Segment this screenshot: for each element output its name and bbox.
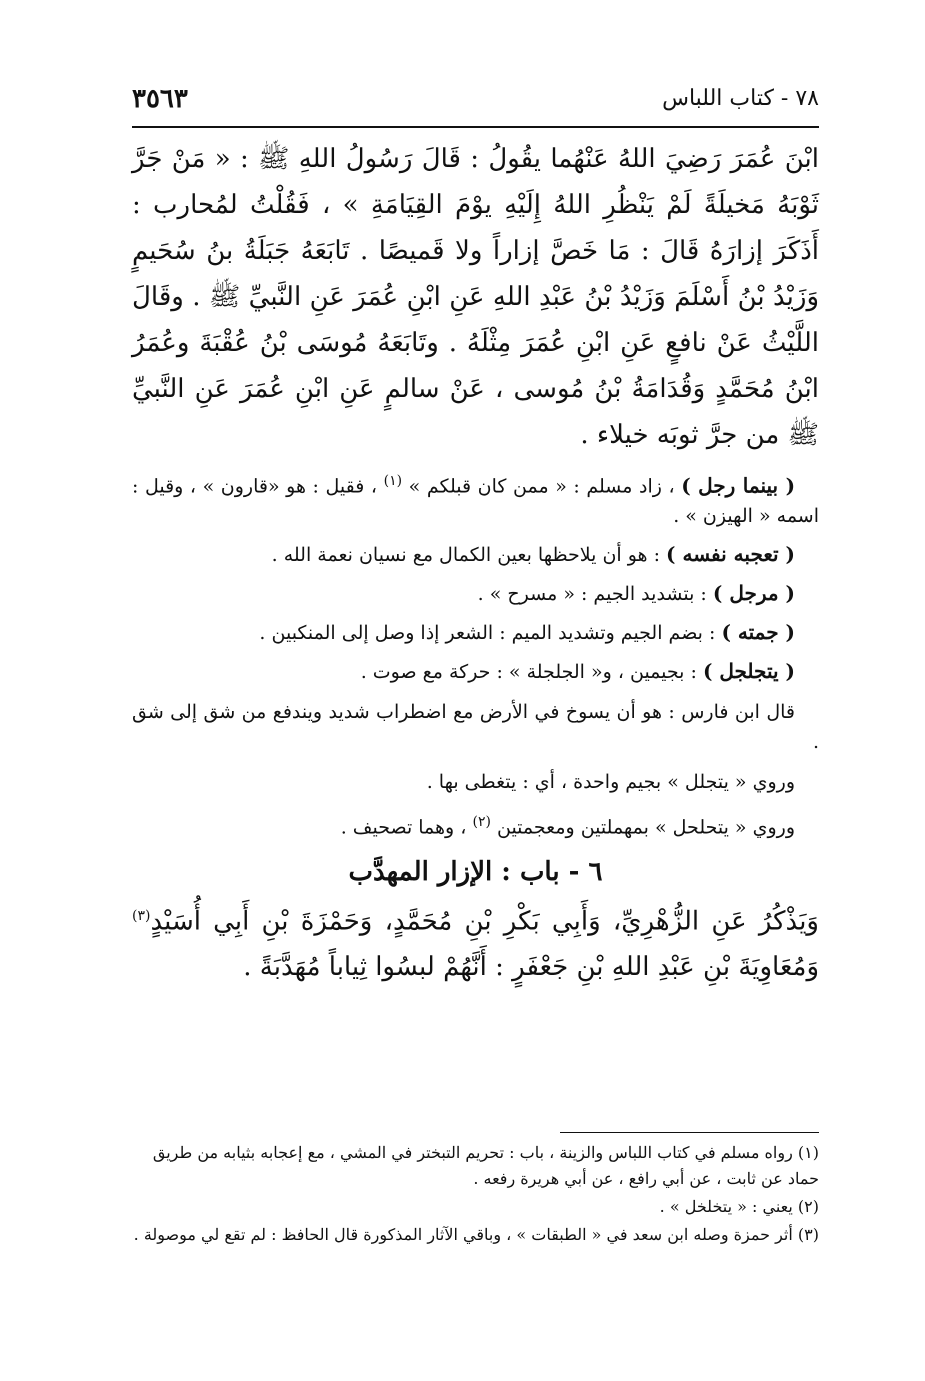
note-term: ( جمته ) bbox=[721, 620, 795, 645]
footnotes bbox=[132, 1140, 819, 1250]
page-number: ٣٥٦٣ bbox=[132, 84, 188, 114]
note-term: ( يتجلجل ) bbox=[702, 659, 795, 684]
note-term: ( تعجبه نفسه ) bbox=[666, 542, 795, 567]
note-text: : هو أن يلاحظها بعين الكمال مع نسيان نعمة الله . bbox=[271, 544, 660, 567]
note-term: ( بينما رجل ) bbox=[681, 473, 796, 498]
note-text: : بتشديد الجيم : « مسرح » . bbox=[477, 583, 707, 606]
footnote-2: (٢) يعني : « يتخلخل » . bbox=[659, 1197, 819, 1216]
footnote-rule bbox=[560, 1132, 819, 1133]
note-term: ( مرجل ) bbox=[712, 581, 795, 606]
note-text: ، زاد مسلم : « ممن كان قبلكم » bbox=[408, 475, 675, 498]
plain-note-3 bbox=[132, 807, 819, 842]
footnote-3: (٣) أثر حمزة وصله ابن سعد في « الطبقات » ، وباقي الآثار المذكورة قال الحافظ : لم تقع لي موصولة . bbox=[133, 1225, 819, 1244]
chapter-title: ٦ - باب : الإزار المهدَّب bbox=[348, 856, 603, 887]
note-text-after: ، فقيل : هو «قارون » ، وقيل : اسمه « الهيزن » . bbox=[132, 475, 819, 528]
footnote-1: (١) رواه مسلم في كتاب اللباس والزينة ، باب : تحريم التبختر في المشي ، مع إعجابه بثيابه من طريق حماد عن ثابت ، عن أبي رافع ، عن أبي هريرة رفعه . bbox=[152, 1143, 819, 1188]
note-2 bbox=[132, 539, 819, 570]
hadith-text: ابْنَ عُمَرَ رَضِيَ اللهُ عَنْهُما يقُولُ : قَالَ رَسُولُ اللهِ ﷺ : « مَنْ جَرَّ ثَوْبَهُ مَخيلَةً لَمْ يَنْظُرِ اللهُ إِلَيْهِ يوْمَ القِيَامَةِ » ، فَقُلْتُ لمُحارب : أَذَكَرَ إزارَهُ قَالَ : مَا خَصَّ إزاراً ولا قَميصًا . تَابَعَهُ جَبَلَةُ بنُ سُحَيمٍ وَزَيْدُ بْنُ أَسْلَمَ وَزَيْدُ بْنُ عَبْدِ اللهِ عَنِ ابْنِ عُمَرَ عَنِ النَّبيِّ ﷺ . وقَالَ اللَّيْثُ عَنْ نافعٍ عَنِ ابْنِ عُمَرَ مِثْلَهُ . وتَابَعَهُ مُوسَى بْنُ عُقْبَةَ وعُمَرُ ابْنُ مُحَمَّدٍ وَقُدَامَةُ بْنُ مُوسى ، عَنْ سالمٍ عَنِ ابْنِ عُمَرَ عَنِ النَّبيِّ ﷺ من جرَّ ثوبَه خيلاء . bbox=[132, 144, 819, 450]
chapter-text-line-1: وَيَذْكُرُ عَنِ الزُّهْرِيِّ، وَأَبِي بَكْرِ بْنِ مُحَمَّدٍ، وَحَمْزَةَ بْنِ أَبِي أُسَيْدٍ bbox=[150, 906, 819, 937]
note-text: وروي « يتحلحل » بمهملتين ومعجمتين bbox=[496, 816, 795, 839]
note-1 bbox=[132, 466, 819, 531]
page-header bbox=[132, 84, 819, 124]
plain-note-1: قال ابن فارس : هو أن يسوخ في الأرض مع اضطراب شديد ويندفع من شق إلى شق . bbox=[132, 701, 819, 754]
note-text: : بضم الجيم وتشديد الميم : الشعر إذا وصل إلى المنكبين . bbox=[259, 622, 716, 645]
footnote-ref: (١) bbox=[383, 473, 403, 489]
footnote-ref: (٣) bbox=[132, 907, 151, 924]
chapter-text-line-2: وَمُعَاوِيَةَ بْنِ عَبْدِ اللهِ بْنِ جَعْفَرٍ : أَنَّهُمْ لبسُوا ثِياباً مُهَدَّبَةً . bbox=[243, 952, 819, 983]
note-5 bbox=[132, 656, 819, 687]
header-rule bbox=[132, 126, 819, 128]
note-3 bbox=[132, 578, 819, 609]
note-text-after: ، وهما تصحيف . bbox=[340, 816, 467, 839]
plain-note-2: وروي « يتجلل » بجيم واحدة ، أي : يتغطى بها . bbox=[426, 771, 795, 794]
footnote-ref: (٢) bbox=[472, 814, 491, 831]
note-4 bbox=[132, 617, 819, 648]
running-title: ٧٨ - كتاب اللباس bbox=[662, 86, 819, 111]
chapter-text bbox=[132, 893, 819, 991]
page-body bbox=[132, 136, 819, 990]
note-text: : بجيمين ، و« الجلجلة » : حركة مع صوت . bbox=[360, 661, 697, 684]
